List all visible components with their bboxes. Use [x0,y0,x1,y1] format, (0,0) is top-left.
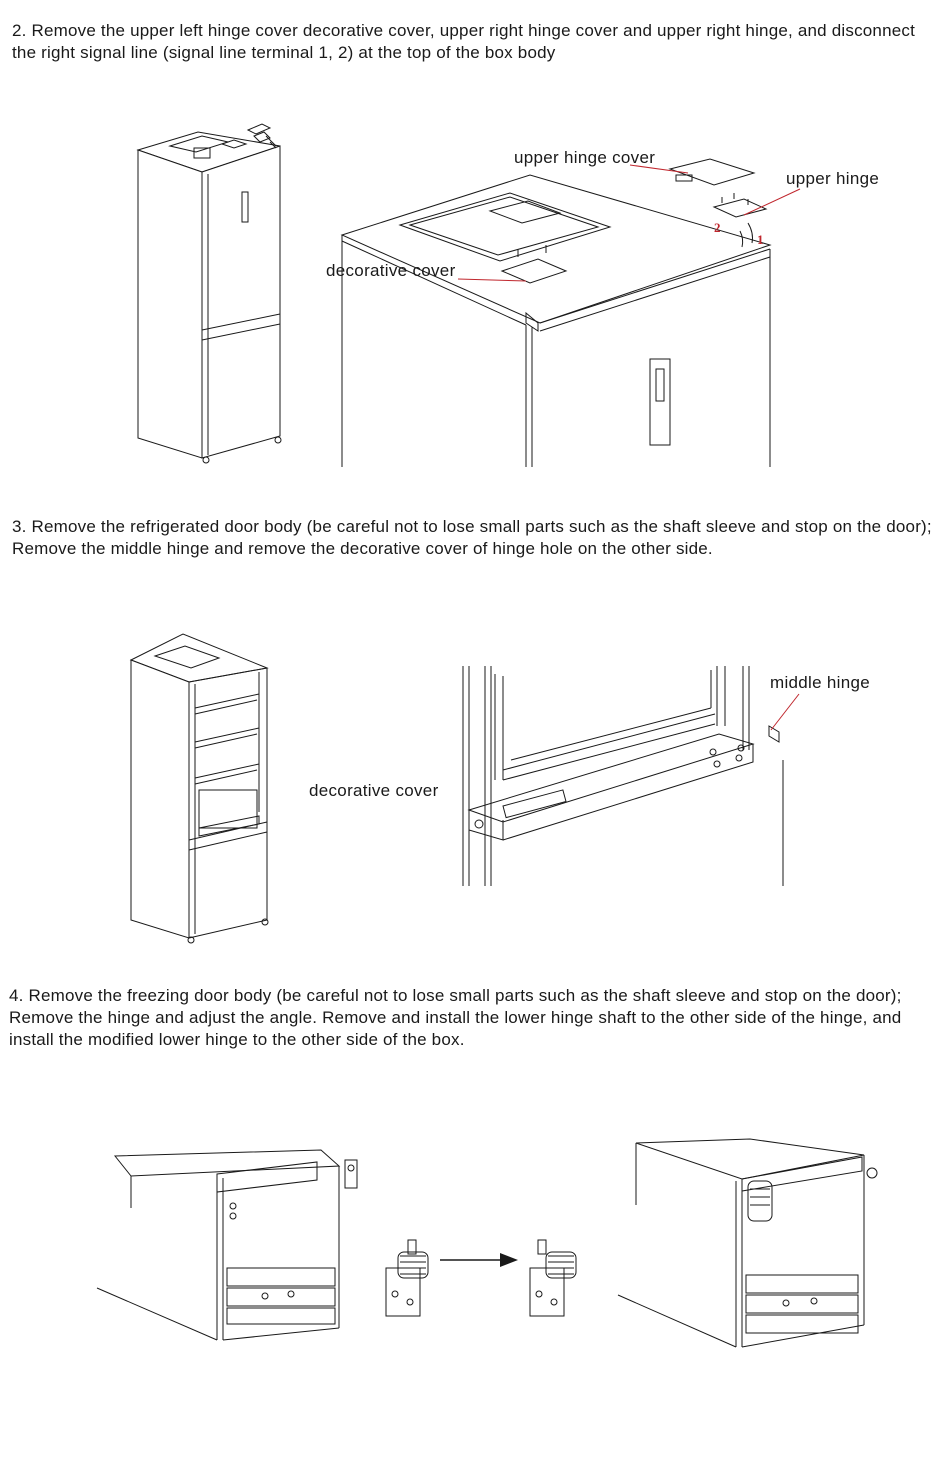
step-2-text: 2. Remove the upper left hinge cover decorative cover, upper right hinge cover and upper right hinge, and disconnect the right signal line (signal line terminal 1, 2) at the top of the box body [12,21,916,62]
fridge-top-detail-icon [330,145,910,470]
step-2-instruction [12,20,938,64]
callout-upper-hinge-cover: upper hinge cover [514,148,656,167]
step-3-instruction [12,516,938,560]
callout-decorative-cover-middle: decorative cover [309,781,439,800]
step-3-text-line1: 3. Remove the refrigerated door body (be careful not to lose small parts such as the shaft sleeve and stop on the door); [12,517,932,536]
step-4-instruction [9,985,935,1051]
signal-terminal-1-label: 1 [757,232,764,247]
callout-decorative-cover-top: decorative cover [326,261,456,280]
step-4-text-line2: Remove the hinge and adjust the angle. Remove and install the lower hinge shaft to the other side of the hinge, and install the modified lower hinge to the other side of the box. [9,1008,902,1049]
lower-hinge-after-icon [610,1135,885,1355]
fridge-open-overview-icon [125,630,275,945]
middle-hinge-detail-icon [455,660,795,890]
callout-middle-hinge: middle hinge [770,673,870,692]
signal-terminal-2-label: 2 [714,220,721,235]
step-4-text-line1: 4. Remove the freezing door body (be careful not to lose small parts such as the shaft sleeve and stop on the door); [9,986,902,1005]
callout-upper-hinge: upper hinge [786,169,880,188]
fridge-overview-top-icon [130,118,295,468]
arrow-icon [440,1250,520,1270]
hinge-original-icon [380,1238,440,1320]
step-3-text-line2: Remove the middle hinge and remove the decorative cover of hinge hole on the other side. [12,539,713,558]
hinge-modified-icon [524,1238,584,1320]
lower-hinge-before-icon [95,1148,365,1348]
